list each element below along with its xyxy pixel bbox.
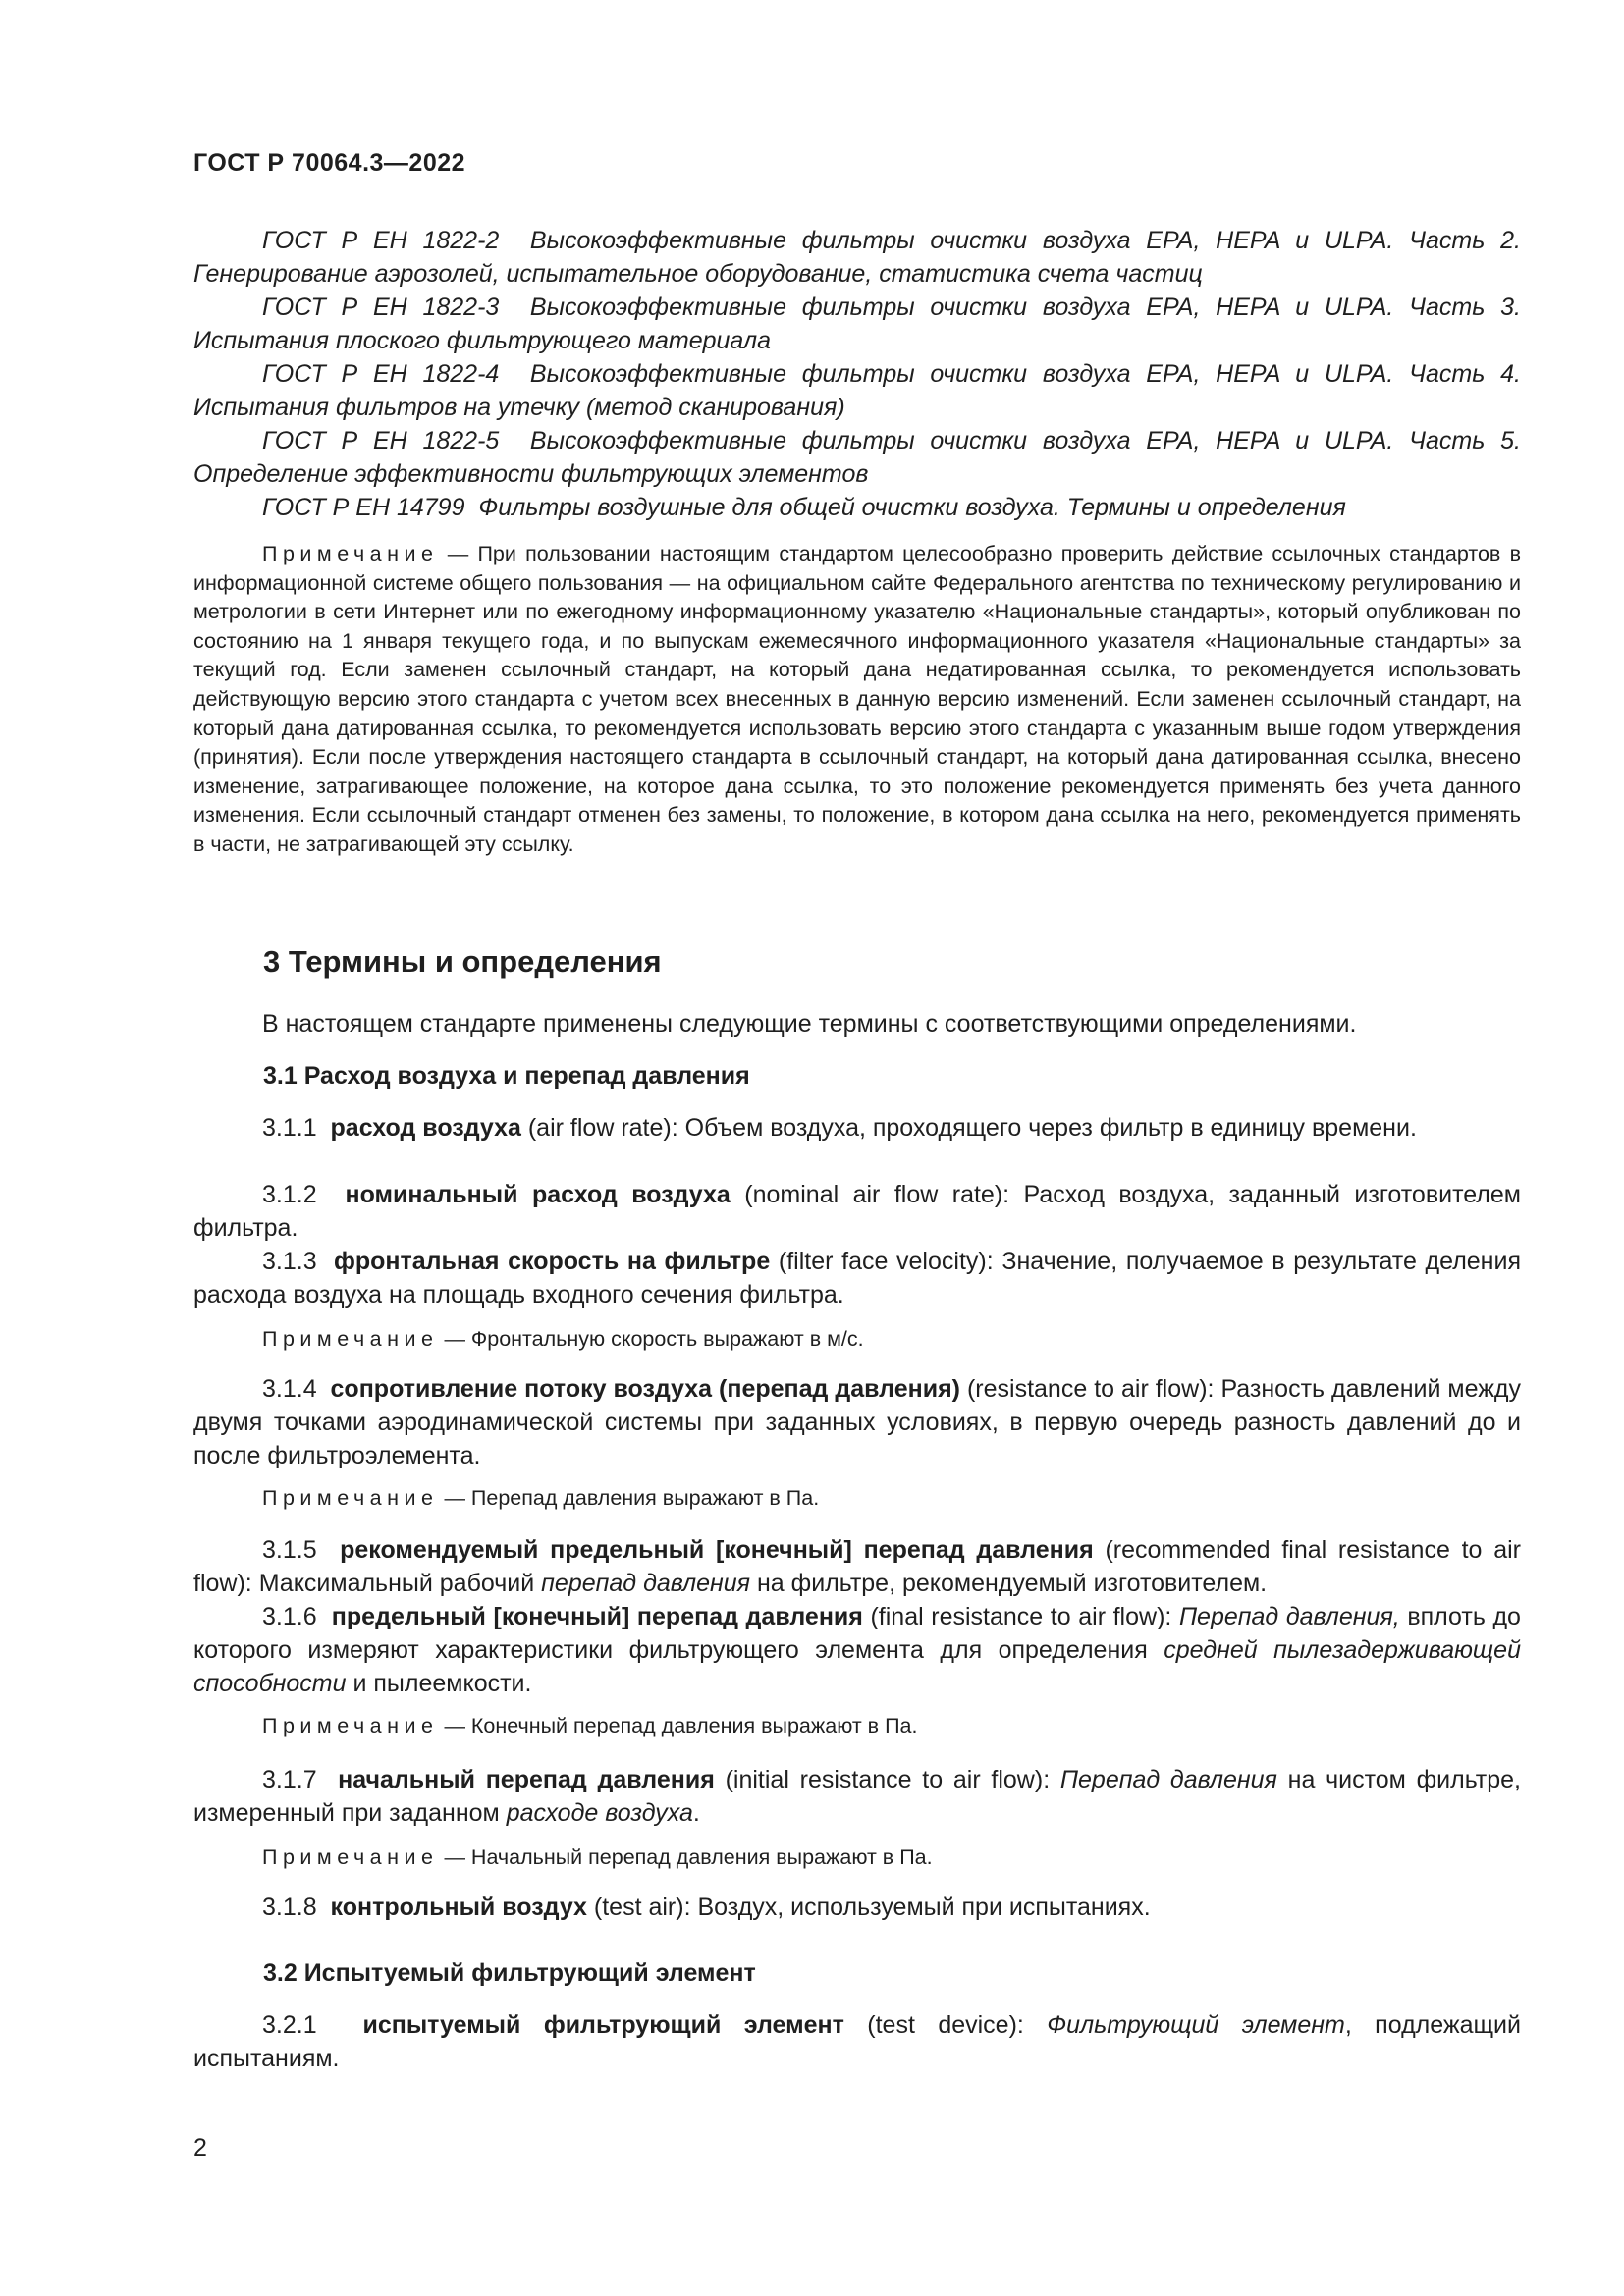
note-label: Примечание <box>262 1714 439 1737</box>
note-label: Примечание <box>262 1845 439 1869</box>
term-number: 3.1.7 <box>262 1766 317 1793</box>
term-entry <box>193 1763 1521 1830</box>
reference-code: ГОСТ Р ЕН 1822-3 <box>262 294 500 321</box>
term-entry <box>193 1111 1521 1145</box>
term-number: 3.1.1 <box>262 1114 317 1142</box>
term-english: (final resistance to air flow): <box>870 1603 1172 1630</box>
term-definition: и пылеемкости. <box>352 1670 532 1697</box>
term-reference: Фильтрующий элемент <box>1047 2011 1345 2039</box>
note-label: Примечание <box>262 542 439 565</box>
note-paragraph <box>193 540 1521 860</box>
note-text: — Конечный перепад давления выражают в Па. <box>444 1714 918 1737</box>
term-definition: на чистом фильтре, измеренный при заданном <box>193 1766 1521 1827</box>
term-english: (test device): <box>867 2011 1024 2039</box>
term-reference: перепад давления <box>541 1570 751 1597</box>
term-name: начальный перепад давления <box>338 1766 715 1793</box>
term-definition: Разность давлений между двумя точками аэродинамической системы при заданных условиях, в первую очередь разность давлений до и после фильтроэлемента. <box>193 1375 1522 1469</box>
term-entry <box>193 1372 1521 1472</box>
term-number: 3.1.3 <box>262 1248 317 1275</box>
term-definition: . <box>692 1799 700 1827</box>
term-name: предельный [конечный] перепад давления <box>331 1603 863 1630</box>
term-entry <box>193 1245 1521 1311</box>
note-label: Примечание <box>262 1327 439 1351</box>
term-number: 3.1.4 <box>262 1375 317 1403</box>
term-reference: средней пылезадерживающей способности <box>193 1636 1521 1697</box>
note-text: — При пользовании настоящим стандартом целесообразно проверить действие ссылочных стандартов в информационной системе общего пользования — на официальном сайте Федерального агентства по техническому регулированию и метрологии в сети Интернет или по ежегодному информационному указателю «Национальные стандарты», который опубликован по состоянию на 1 января текущего года, и по выпускам ежемесячного информационного указателя «Национальные стандарты» за текущий год. Если заменен ссылочный стандарт, на который дана недатированная ссылка, то рекомендуется использовать действующую версию этого стандарта с учетом всех внесенных в данную версию изменений. Если заменен ссылочный стандарт, на который дана датированная ссылка, то рекомендуется использовать версию этого стандарта с указанным выше годом утверждения (принятия). Если после утверждения настоящего стандарта в ссылочный стандарт, на который дана датированная ссылка, внесено изменение, затрагивающее положение, на которое дана ссылка, то это положение рекомендуется применять без учета данного изменения. Если ссылочный стандарт отменен без замены, то положение, в котором дана ссылка на него, рекомендуется применять в части, не затрагивающей эту ссылку. <box>193 542 1521 856</box>
subsection-title: 3.1 Расход воздуха и перепад давления <box>263 1062 750 1090</box>
note-paragraph <box>193 1484 1521 1514</box>
reference-item <box>193 424 1521 491</box>
term-number: 3.2.1 <box>262 2011 317 2039</box>
term-name: испытуемый фильтрующий элемент <box>362 2011 844 2039</box>
note-text: — Фронтальную скорость выражают в м/с. <box>444 1327 864 1351</box>
reference-title: Высокоэффективные фильтры очистки воздуха EPA, HEPA и ULPA. Часть 5. Определение эффективности фильтрующих элементов <box>193 427 1521 488</box>
reference-item <box>193 491 1521 524</box>
term-reference: Перепад давления <box>1059 1766 1277 1793</box>
term-reference: Перепад давления, <box>1178 1603 1400 1630</box>
term-definition: Объем воздуха, проходящего через фильтр в единицу времени. <box>684 1114 1417 1142</box>
term-number: 3.1.5 <box>262 1536 317 1564</box>
note-label: Примечание <box>262 1486 439 1510</box>
term-entry <box>193 1533 1521 1600</box>
note-text: — Перепад давления выражают в Па. <box>444 1486 820 1510</box>
reference-title: Высокоэффективные фильтры очистки воздуха EPA, HEPA и ULPA. Часть 3. Испытания плоского фильтрующего материала <box>193 294 1521 354</box>
term-english: (test air): <box>593 1894 691 1921</box>
reference-item <box>193 357 1521 424</box>
note-text: — Начальный перепад давления выражают в Па. <box>444 1845 933 1869</box>
term-definition: , подлежащий испытаниям. <box>193 2011 1521 2072</box>
term-name: расход воздуха <box>330 1114 521 1142</box>
term-definition: на фильтре, рекомендуемый изготовителем. <box>756 1570 1268 1597</box>
page-number: 2 <box>193 2134 207 2162</box>
term-definition: Воздух, используемый при испытаниях. <box>697 1894 1151 1921</box>
term-definition: Значение, получаемое в результате деления расхода воздуха на площадь входного сечения фильтра. <box>193 1248 1521 1308</box>
reference-code: ГОСТ Р ЕН 1822-4 <box>262 360 500 388</box>
section-title: 3 Термины и определения <box>263 944 662 979</box>
term-english: (resistance to air flow): <box>966 1375 1215 1403</box>
term-english: (initial resistance to air flow): <box>725 1766 1051 1793</box>
subsection-title: 3.2 Испытуемый фильтрующий элемент <box>263 1959 756 1987</box>
note-paragraph <box>193 1325 1521 1355</box>
term-definition: Расход воздуха, заданный изготовителем фильтра. <box>193 1181 1521 1242</box>
term-english: (air flow rate): <box>527 1114 678 1142</box>
reference-title: Фильтры воздушные для общей очистки воздуха. Термины и определения <box>478 494 1346 521</box>
term-entry <box>193 1600 1521 1700</box>
reference-item <box>193 224 1521 291</box>
section-intro: В настоящем стандарте применены следующие термины с соответствующими определениями. <box>262 1010 1357 1038</box>
term-number: 3.1.6 <box>262 1603 317 1630</box>
term-english: (nominal air flow rate): <box>744 1181 1010 1208</box>
reference-code: ГОСТ Р ЕН 1822-5 <box>262 427 500 454</box>
reference-code: ГОСТ Р ЕН 1822-2 <box>262 227 500 254</box>
term-name: сопротивление потоку воздуха (перепад давления) <box>330 1375 960 1403</box>
reference-code: ГОСТ Р ЕН 14799 <box>262 494 465 521</box>
term-name: фронтальная скорость на фильтре <box>333 1248 771 1275</box>
term-english: (recommended final resistance to air flow): <box>193 1536 1521 1597</box>
document-header: ГОСТ Р 70064.3—2022 <box>193 149 466 177</box>
term-name: контрольный воздух <box>330 1894 587 1921</box>
term-definition: Максимальный рабочий <box>258 1570 535 1597</box>
term-entry <box>193 2008 1521 2075</box>
note-paragraph <box>193 1843 1521 1873</box>
term-name: номинальный расход воздуха <box>345 1181 731 1208</box>
term-name: рекомендуемый предельный [конечный] перепад давления <box>340 1536 1094 1564</box>
term-number: 3.1.8 <box>262 1894 317 1921</box>
term-number: 3.1.2 <box>262 1181 317 1208</box>
term-definition: вплоть до которого измеряют характеристики фильтрующего элемента для определения <box>193 1603 1521 1664</box>
term-entry <box>193 1178 1521 1245</box>
term-english: (filter face velocity): <box>778 1248 994 1275</box>
term-reference: расходе воздуха <box>506 1799 693 1827</box>
term-entry <box>193 1891 1521 1924</box>
reference-item <box>193 291 1521 357</box>
note-paragraph <box>193 1712 1521 1741</box>
reference-title: Высокоэффективные фильтры очистки воздуха EPA, HEPA и ULPA. Часть 4. Испытания фильтров на утечку (метод сканирования) <box>193 360 1521 421</box>
reference-title: Высокоэффективные фильтры очистки воздуха EPA, HEPA и ULPA. Часть 2. Генерирование аэрозолей, испытательное оборудование, статистика счета частиц <box>193 227 1521 288</box>
